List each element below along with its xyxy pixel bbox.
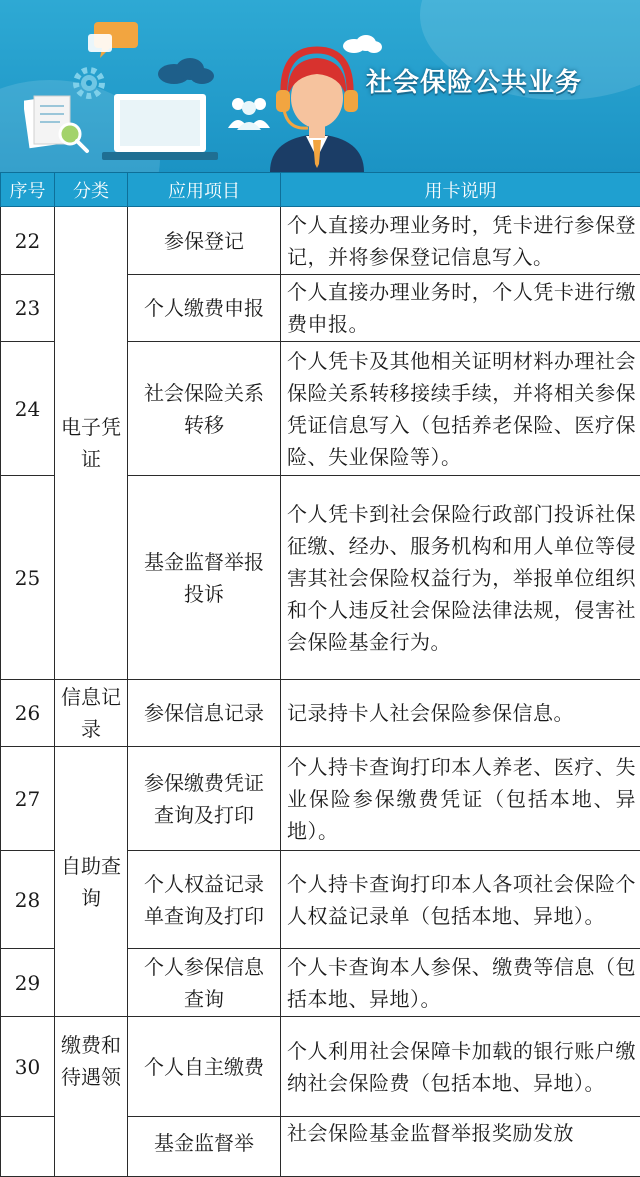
row-description: 个人利用社会保障卡加载的银行账户缴纳社会保险费（包括本地、异地）。 <box>281 1017 640 1117</box>
table-row <box>1 1017 640 1117</box>
row-number: 24 <box>1 342 55 476</box>
row-item: 参保信息记录 <box>128 680 281 747</box>
header-description: 用卡说明 <box>281 173 640 207</box>
row-number: 30 <box>1 1017 55 1117</box>
row-number: 26 <box>1 680 55 747</box>
row-number: 25 <box>1 476 55 680</box>
row-description: 社会保险基金监督举报奖励发放 <box>281 1117 640 1177</box>
magnifier-icon <box>56 120 90 154</box>
row-description: 个人卡查询本人参保、缴费等信息（包括本地、异地）。 <box>281 949 640 1017</box>
row-description: 个人凭卡及其他相关证明材料办理社会保险关系转移接续手续，并将相关参保凭证信息写入（包括养老保险、医疗保险、失业保险等）。 <box>281 342 640 476</box>
row-item: 基金监督举 <box>128 1117 281 1177</box>
row-item: 社会保险关系转移 <box>128 342 281 476</box>
row-item: 参保登记 <box>128 207 281 275</box>
table-row <box>1 207 640 275</box>
row-category: 缴费和待遇领 <box>55 1017 128 1177</box>
row-item: 个人参保信息查询 <box>128 949 281 1017</box>
row-number: 29 <box>1 949 55 1017</box>
row-number: 22 <box>1 207 55 275</box>
row-description: 个人直接办理业务时，个人凭卡进行缴费申报。 <box>281 275 640 342</box>
row-description: 个人凭卡到社会保险行政部门投诉社保征缴、经办、服务机构和用人单位等侵害其社会保险权益行为，举报单位组织和个人违反社会保险法律法规，侵害社会保险基金行为。 <box>281 476 640 680</box>
banner-title: 社会保险公共业务 <box>366 62 582 99</box>
header-banner <box>0 0 640 172</box>
laptop-icon <box>100 92 220 164</box>
row-item: 个人缴费申报 <box>128 275 281 342</box>
row-item: 基金监督举报投诉 <box>128 476 281 680</box>
row-category: 信息记录 <box>55 680 128 747</box>
row-description: 个人直接办理业务时，凭卡进行参保登记，并将参保登记信息写入。 <box>281 207 640 275</box>
row-item: 个人权益记录单查询及打印 <box>128 851 281 949</box>
row-number: 23 <box>1 275 55 342</box>
header-item: 应用项目 <box>128 173 281 207</box>
row-category: 自助查询 <box>55 747 128 1017</box>
table-row <box>1 747 640 851</box>
row-category: 电子凭证 <box>55 207 128 680</box>
chat-bubble-icon <box>88 20 144 66</box>
row-number: 27 <box>1 747 55 851</box>
row-description: 记录持卡人社会保险参保信息。 <box>281 680 640 747</box>
cloud-icon <box>152 56 216 86</box>
row-item: 参保缴费凭证查询及打印 <box>128 747 281 851</box>
table-header-row <box>1 173 640 207</box>
row-description: 个人持卡查询打印本人各项社会保险个人权益记录单（包括本地、异地）。 <box>281 851 640 949</box>
card-usage-table <box>0 172 640 1177</box>
row-number: 28 <box>1 851 55 949</box>
customer-service-agent-icon <box>262 46 372 172</box>
table-row <box>1 680 640 747</box>
header-seq: 序号 <box>1 173 55 207</box>
row-item: 个人自主缴费 <box>128 1017 281 1117</box>
header-category: 分类 <box>55 173 128 207</box>
row-description: 个人持卡查询打印本人养老、医疗、失业保险参保缴费凭证（包括本地、异地）。 <box>281 747 640 851</box>
